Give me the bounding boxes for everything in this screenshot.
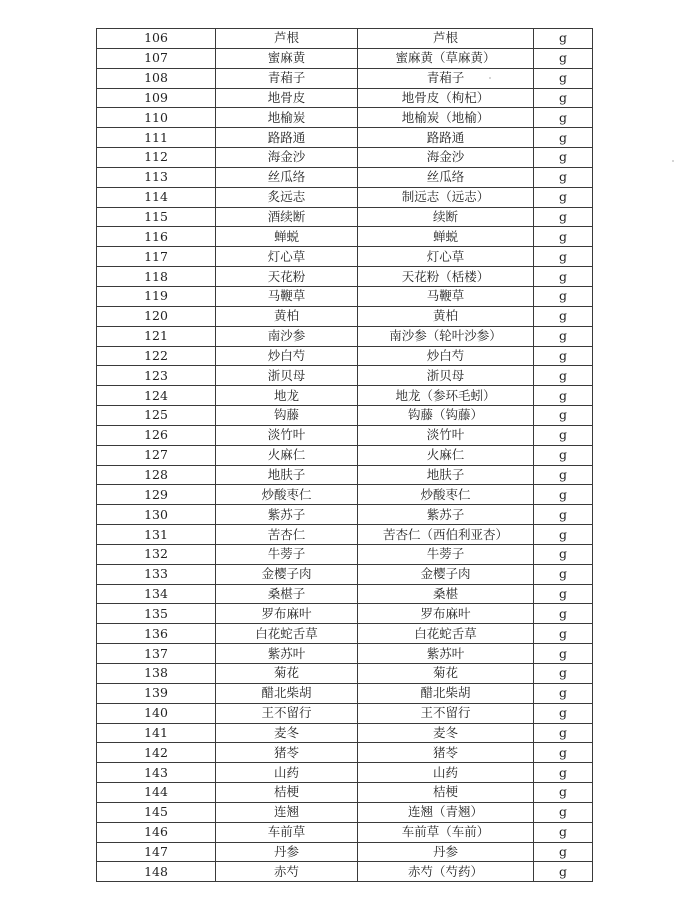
row-number-cell: 127 — [97, 445, 216, 465]
herb-name-cell: 桑椹子 — [216, 584, 358, 604]
row-number-cell: 146 — [97, 822, 216, 842]
table-row — [97, 544, 593, 564]
row-number-cell: 142 — [97, 743, 216, 763]
unit-cell: g — [534, 286, 593, 306]
herb-name-cell: 车前草 — [216, 822, 358, 842]
herb-spec-cell: 白花蛇舌草 — [358, 624, 534, 644]
table-row — [97, 148, 593, 168]
herb-spec-cell: 蝉蜕 — [358, 227, 534, 247]
herb-spec-cell: 制远志（远志） — [358, 187, 534, 207]
herb-spec-cell: 桔梗 — [358, 783, 534, 803]
herb-name-cell: 浙贝母 — [216, 366, 358, 386]
herb-name-cell: 炒酸枣仁 — [216, 485, 358, 505]
herb-spec-cell: 浙贝母 — [358, 366, 534, 386]
herb-name-cell: 芦根 — [216, 29, 358, 49]
unit-cell: g — [534, 644, 593, 664]
unit-cell: g — [534, 326, 593, 346]
row-number-cell: 122 — [97, 346, 216, 366]
table-row — [97, 346, 593, 366]
herb-spec-cell: 牛蒡子 — [358, 544, 534, 564]
herb-spec-cell: 路路通 — [358, 128, 534, 148]
unit-cell: g — [534, 862, 593, 882]
herb-name-cell: 青葙子 — [216, 68, 358, 88]
table-row — [97, 564, 593, 584]
herb-spec-cell: 车前草（车前） — [358, 822, 534, 842]
herb-name-cell: 赤芍 — [216, 862, 358, 882]
herb-spec-cell: 山药 — [358, 763, 534, 783]
table-row — [97, 842, 593, 862]
row-number-cell: 134 — [97, 584, 216, 604]
herb-spec-cell: 王不留行 — [358, 703, 534, 723]
herb-name-cell: 地龙 — [216, 386, 358, 406]
row-number-cell: 108 — [97, 68, 216, 88]
herb-spec-cell: 黄柏 — [358, 306, 534, 326]
row-number-cell: 124 — [97, 386, 216, 406]
table-row — [97, 783, 593, 803]
unit-cell: g — [534, 822, 593, 842]
row-number-cell: 125 — [97, 406, 216, 426]
herb-name-cell: 蝉蜕 — [216, 227, 358, 247]
table-row — [97, 48, 593, 68]
herb-name-cell: 王不留行 — [216, 703, 358, 723]
row-number-cell: 115 — [97, 207, 216, 227]
unit-cell: g — [534, 267, 593, 287]
herb-spec-cell: 淡竹叶 — [358, 425, 534, 445]
row-number-cell: 128 — [97, 465, 216, 485]
table-row — [97, 167, 593, 187]
table-row — [97, 822, 593, 842]
unit-cell: g — [534, 108, 593, 128]
row-number-cell: 109 — [97, 88, 216, 108]
herb-spec-cell: 海金沙 — [358, 148, 534, 168]
unit-cell: g — [534, 544, 593, 564]
unit-cell: g — [534, 842, 593, 862]
herb-spec-cell: 地龙（参环毛蚓） — [358, 386, 534, 406]
table-row — [97, 247, 593, 267]
herb-name-cell: 路路通 — [216, 128, 358, 148]
herb-name-cell: 苦杏仁 — [216, 525, 358, 545]
table-body — [97, 29, 593, 882]
herb-name-cell: 地榆炭 — [216, 108, 358, 128]
unit-cell: g — [534, 366, 593, 386]
unit-cell: g — [534, 306, 593, 326]
unit-cell: g — [534, 48, 593, 68]
herb-list-table — [96, 28, 593, 882]
row-number-cell: 118 — [97, 267, 216, 287]
herb-name-cell: 猪苓 — [216, 743, 358, 763]
unit-cell: g — [534, 445, 593, 465]
herb-name-cell: 灯心草 — [216, 247, 358, 267]
herb-name-cell: 牛蒡子 — [216, 544, 358, 564]
herb-spec-cell: 炒酸枣仁 — [358, 485, 534, 505]
table-row — [97, 187, 593, 207]
herb-name-cell: 紫苏子 — [216, 505, 358, 525]
unit-cell: g — [534, 485, 593, 505]
herb-name-cell: 罗布麻叶 — [216, 604, 358, 624]
herb-name-cell: 马鞭草 — [216, 286, 358, 306]
table-row — [97, 743, 593, 763]
scan-speck — [489, 77, 491, 79]
herb-name-cell: 醋北柴胡 — [216, 683, 358, 703]
table-row — [97, 664, 593, 684]
table-row — [97, 505, 593, 525]
unit-cell: g — [534, 128, 593, 148]
row-number-cell: 148 — [97, 862, 216, 882]
table-row — [97, 88, 593, 108]
row-number-cell: 132 — [97, 544, 216, 564]
table-row — [97, 306, 593, 326]
unit-cell: g — [534, 703, 593, 723]
herb-name-cell: 南沙参 — [216, 326, 358, 346]
unit-cell: g — [534, 763, 593, 783]
herb-spec-cell: 地骨皮（枸杞） — [358, 88, 534, 108]
herb-spec-cell: 丹参 — [358, 842, 534, 862]
row-number-cell: 121 — [97, 326, 216, 346]
herb-spec-cell: 金樱子肉 — [358, 564, 534, 584]
row-number-cell: 147 — [97, 842, 216, 862]
row-number-cell: 116 — [97, 227, 216, 247]
herb-spec-cell: 紫苏子 — [358, 505, 534, 525]
unit-cell: g — [534, 386, 593, 406]
table-row — [97, 485, 593, 505]
table-row — [97, 644, 593, 664]
unit-cell: g — [534, 525, 593, 545]
row-number-cell: 126 — [97, 425, 216, 445]
table-row — [97, 703, 593, 723]
row-number-cell: 133 — [97, 564, 216, 584]
unit-cell: g — [534, 425, 593, 445]
herb-name-cell: 地肤子 — [216, 465, 358, 485]
herb-spec-cell: 连翘（青翘） — [358, 802, 534, 822]
unit-cell: g — [534, 68, 593, 88]
herb-spec-cell: 芦根 — [358, 29, 534, 49]
herb-name-cell: 桔梗 — [216, 783, 358, 803]
herb-spec-cell: 天花粉（栝楼） — [358, 267, 534, 287]
herb-spec-cell: 青葙子 — [358, 68, 534, 88]
unit-cell: g — [534, 346, 593, 366]
herb-spec-cell: 南沙参（轮叶沙参） — [358, 326, 534, 346]
unit-cell: g — [534, 406, 593, 426]
herb-name-cell: 白花蛇舌草 — [216, 624, 358, 644]
row-number-cell: 113 — [97, 167, 216, 187]
row-number-cell: 129 — [97, 485, 216, 505]
row-number-cell: 135 — [97, 604, 216, 624]
herb-name-cell: 黄柏 — [216, 306, 358, 326]
row-number-cell: 145 — [97, 802, 216, 822]
row-number-cell: 123 — [97, 366, 216, 386]
unit-cell: g — [534, 624, 593, 644]
herb-name-cell: 菊花 — [216, 664, 358, 684]
unit-cell: g — [534, 723, 593, 743]
herb-spec-cell: 丝瓜络 — [358, 167, 534, 187]
unit-cell: g — [534, 683, 593, 703]
herb-spec-cell: 蜜麻黄（草麻黄） — [358, 48, 534, 68]
unit-cell: g — [534, 207, 593, 227]
herb-name-cell: 丹参 — [216, 842, 358, 862]
table-row — [97, 763, 593, 783]
table-row — [97, 624, 593, 644]
table-row — [97, 366, 593, 386]
unit-cell: g — [534, 465, 593, 485]
row-number-cell: 136 — [97, 624, 216, 644]
unit-cell: g — [534, 187, 593, 207]
unit-cell: g — [534, 29, 593, 49]
herb-name-cell: 炙远志 — [216, 187, 358, 207]
table-row — [97, 425, 593, 445]
herb-spec-cell: 地榆炭（地榆） — [358, 108, 534, 128]
table-row — [97, 445, 593, 465]
unit-cell: g — [534, 664, 593, 684]
row-number-cell: 140 — [97, 703, 216, 723]
unit-cell: g — [534, 604, 593, 624]
scan-speck — [672, 160, 674, 162]
unit-cell: g — [534, 505, 593, 525]
row-number-cell: 107 — [97, 48, 216, 68]
row-number-cell: 131 — [97, 525, 216, 545]
row-number-cell: 144 — [97, 783, 216, 803]
unit-cell: g — [534, 247, 593, 267]
herb-name-cell: 炒白芍 — [216, 346, 358, 366]
row-number-cell: 111 — [97, 128, 216, 148]
row-number-cell: 106 — [97, 29, 216, 49]
row-number-cell: 137 — [97, 644, 216, 664]
table-row — [97, 108, 593, 128]
unit-cell: g — [534, 167, 593, 187]
unit-cell: g — [534, 88, 593, 108]
herb-spec-cell: 紫苏叶 — [358, 644, 534, 664]
herb-name-cell: 连翘 — [216, 802, 358, 822]
herb-spec-cell: 罗布麻叶 — [358, 604, 534, 624]
herb-spec-cell: 续断 — [358, 207, 534, 227]
herb-name-cell: 山药 — [216, 763, 358, 783]
row-number-cell: 117 — [97, 247, 216, 267]
table-row — [97, 286, 593, 306]
table-row — [97, 802, 593, 822]
table-row — [97, 604, 593, 624]
herb-name-cell: 蜜麻黄 — [216, 48, 358, 68]
row-number-cell: 143 — [97, 763, 216, 783]
herb-spec-cell: 地肤子 — [358, 465, 534, 485]
table-row — [97, 862, 593, 882]
table-row — [97, 227, 593, 247]
herb-name-cell: 紫苏叶 — [216, 644, 358, 664]
herb-spec-cell: 醋北柴胡 — [358, 683, 534, 703]
row-number-cell: 120 — [97, 306, 216, 326]
herb-name-cell: 海金沙 — [216, 148, 358, 168]
row-number-cell: 141 — [97, 723, 216, 743]
herb-spec-cell: 马鞭草 — [358, 286, 534, 306]
table-row — [97, 128, 593, 148]
row-number-cell: 139 — [97, 683, 216, 703]
herb-spec-cell: 炒白芍 — [358, 346, 534, 366]
herb-name-cell: 淡竹叶 — [216, 425, 358, 445]
herb-spec-cell: 火麻仁 — [358, 445, 534, 465]
table-row — [97, 68, 593, 88]
table-row — [97, 207, 593, 227]
herb-name-cell: 金樱子肉 — [216, 564, 358, 584]
table-row — [97, 465, 593, 485]
table-row — [97, 723, 593, 743]
table-row — [97, 326, 593, 346]
row-number-cell: 119 — [97, 286, 216, 306]
row-number-cell: 138 — [97, 664, 216, 684]
unit-cell: g — [534, 802, 593, 822]
herb-name-cell: 地骨皮 — [216, 88, 358, 108]
unit-cell: g — [534, 227, 593, 247]
table-row — [97, 386, 593, 406]
herb-name-cell: 火麻仁 — [216, 445, 358, 465]
row-number-cell: 110 — [97, 108, 216, 128]
herb-spec-cell: 钩藤（钩藤） — [358, 406, 534, 426]
table-row — [97, 406, 593, 426]
herb-name-cell: 麦冬 — [216, 723, 358, 743]
herb-spec-cell: 赤芍（芍药） — [358, 862, 534, 882]
table-row — [97, 525, 593, 545]
herb-spec-cell: 苦杏仁（西伯利亚杏） — [358, 525, 534, 545]
row-number-cell: 130 — [97, 505, 216, 525]
unit-cell: g — [534, 148, 593, 168]
herb-spec-cell: 菊花 — [358, 664, 534, 684]
herb-name-cell: 天花粉 — [216, 267, 358, 287]
table-row — [97, 584, 593, 604]
herb-name-cell: 钩藤 — [216, 406, 358, 426]
herb-name-cell: 丝瓜络 — [216, 167, 358, 187]
herb-spec-cell: 桑椹 — [358, 584, 534, 604]
unit-cell: g — [534, 743, 593, 763]
herb-name-cell: 酒续断 — [216, 207, 358, 227]
herb-spec-cell: 灯心草 — [358, 247, 534, 267]
row-number-cell: 112 — [97, 148, 216, 168]
table-row — [97, 683, 593, 703]
table-row — [97, 267, 593, 287]
unit-cell: g — [534, 783, 593, 803]
row-number-cell: 114 — [97, 187, 216, 207]
table-row — [97, 29, 593, 49]
unit-cell: g — [534, 584, 593, 604]
herb-spec-cell: 猪苓 — [358, 743, 534, 763]
herb-spec-cell: 麦冬 — [358, 723, 534, 743]
unit-cell: g — [534, 564, 593, 584]
